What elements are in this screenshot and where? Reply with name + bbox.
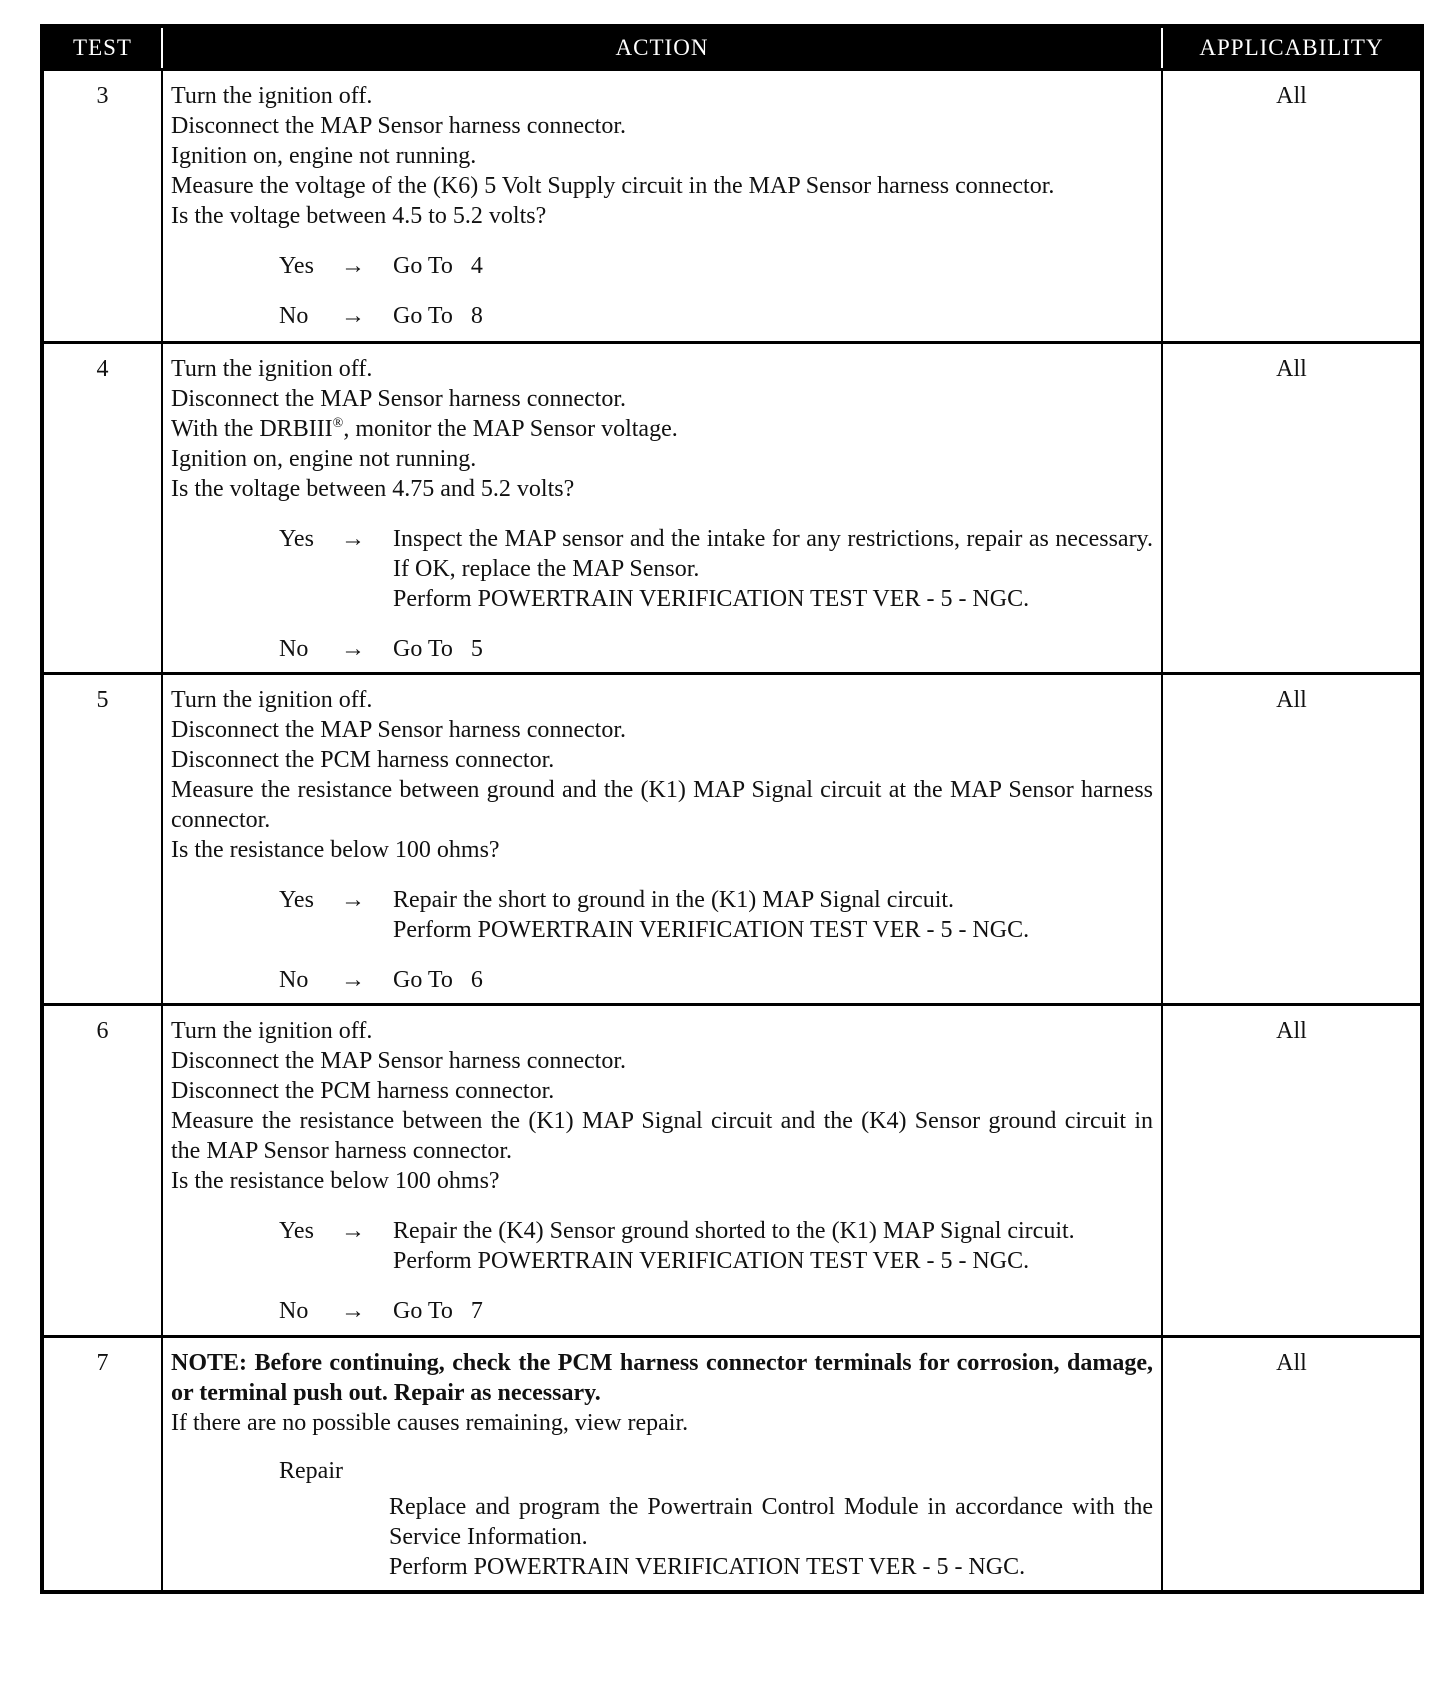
arrow-right-icon: → — [341, 303, 365, 329]
action-step: Measure the voltage of the (K6) 5 Volt Supply circuit in the MAP Sensor harness connector. — [171, 173, 1055, 199]
no-branch — [279, 965, 1153, 995]
action-cell — [162, 1337, 1162, 1593]
applicability-value: All — [1162, 70, 1422, 343]
yes-branch — [279, 524, 1153, 614]
action-step: Measure the resistance between ground and the (K1) MAP Signal circuit at the MAP Sensor harness connector. — [171, 777, 1153, 833]
arrow-right-icon: → — [341, 1218, 365, 1244]
arrow-right-icon: → — [341, 967, 365, 993]
action-step: Ignition on, engine not running. — [171, 446, 477, 472]
action-step: Turn the ignition off. — [171, 1018, 373, 1044]
yes-instruction: Inspect the MAP sensor and the intake for any restrictions, repair as necessary. If OK, replace the MAP Sensor. — [393, 526, 1153, 582]
table-row — [42, 343, 1422, 674]
no-branch — [279, 1296, 1153, 1326]
goto-text: Go To — [393, 636, 453, 662]
header-test: TEST — [42, 26, 162, 70]
yes-label: Yes — [279, 526, 314, 552]
table-header — [42, 26, 1422, 70]
yes-instruction: Repair the short to ground in the (K1) MAP Signal circuit. — [393, 887, 955, 913]
no-label: No — [279, 967, 309, 993]
action-step: Disconnect the PCM harness connector. — [171, 747, 555, 773]
action-step: If there are no possible causes remaining, view repair. — [171, 1410, 689, 1436]
action-question: Is the resistance below 100 ohms? — [171, 837, 500, 863]
yes-label: Yes — [279, 253, 314, 279]
verification-instruction: Perform POWERTRAIN VERIFICATION TEST VER - 5 - NGC. — [393, 1248, 1030, 1274]
arrow-right-icon: → — [341, 253, 365, 279]
applicability-value: All — [1162, 343, 1422, 674]
table-row — [42, 674, 1422, 1005]
action-step: Measure the resistance between the (K1) MAP Signal circuit and the (K4) Sensor ground circuit in the MAP Sensor harness connector. — [171, 1108, 1153, 1164]
no-label: No — [279, 1298, 309, 1324]
goto-text: Go To — [393, 967, 453, 993]
action-question: Is the resistance below 100 ohms? — [171, 1168, 500, 1194]
goto-step-number: 7 — [470, 1298, 483, 1324]
yes-label: Yes — [279, 1218, 314, 1244]
arrow-right-icon: → — [341, 526, 365, 552]
action-step: Disconnect the PCM harness connector. — [171, 1078, 555, 1104]
applicability-value: All — [1162, 674, 1422, 1005]
diagnostic-table — [40, 24, 1424, 1594]
header-action: ACTION — [162, 26, 1162, 70]
action-step: Disconnect the MAP Sensor harness connector. — [171, 717, 627, 743]
test-number: 5 — [42, 674, 162, 1005]
header-applicability: APPLICABILITY — [1162, 26, 1422, 70]
goto-step-number: 5 — [470, 636, 483, 662]
test-number: 3 — [42, 70, 162, 343]
action-cell — [162, 343, 1162, 674]
yes-branch — [279, 251, 1153, 281]
action-step: Turn the ignition off. — [171, 687, 373, 713]
table-row — [42, 1337, 1422, 1593]
yes-branch — [279, 885, 1153, 945]
verification-instruction: Perform POWERTRAIN VERIFICATION TEST VER - 5 - NGC. — [389, 1554, 1026, 1580]
goto-step-number: 6 — [470, 967, 483, 993]
goto-text: Go To — [393, 253, 453, 279]
test-number: 4 — [42, 343, 162, 674]
no-branch — [279, 634, 1153, 664]
applicability-value: All — [1162, 1337, 1422, 1593]
action-cell — [162, 674, 1162, 1005]
applicability-value: All — [1162, 1005, 1422, 1337]
action-step: With the DRBIII®, monitor the MAP Sensor voltage. — [171, 416, 678, 442]
goto-text: Go To — [393, 303, 453, 329]
repair-text: Replace and program the Powertrain Control Module in accordance with the Service Information. — [389, 1494, 1153, 1550]
action-step: Disconnect the MAP Sensor harness connector. — [171, 1048, 627, 1074]
action-step: Turn the ignition off. — [171, 83, 373, 109]
verification-instruction: Perform POWERTRAIN VERIFICATION TEST VER - 5 - NGC. — [393, 586, 1030, 612]
table-row — [42, 70, 1422, 343]
note-text: NOTE: Before continuing, check the PCM harness connector terminals for corrosion, damage, or terminal push out. Repair as necessary. — [171, 1350, 1153, 1406]
test-number: 6 — [42, 1005, 162, 1337]
diagnostic-test-sheet — [40, 24, 1420, 1594]
yes-instruction: Repair the (K4) Sensor ground shorted to the (K1) MAP Signal circuit. — [393, 1218, 1075, 1244]
no-label: No — [279, 303, 309, 329]
test-number: 7 — [42, 1337, 162, 1593]
action-step: Turn the ignition off. — [171, 356, 373, 382]
arrow-right-icon: → — [341, 636, 365, 662]
repair-label: Repair — [279, 1458, 343, 1484]
action-step: Disconnect the MAP Sensor harness connector. — [171, 113, 627, 139]
no-branch — [279, 301, 1153, 331]
action-question: Is the voltage between 4.75 and 5.2 volts? — [171, 476, 575, 502]
action-question: Is the voltage between 4.5 to 5.2 volts? — [171, 203, 547, 229]
goto-text: Go To — [393, 1298, 453, 1324]
goto-step-number: 8 — [470, 303, 483, 329]
table-row — [42, 1005, 1422, 1337]
arrow-right-icon: → — [341, 1298, 365, 1324]
no-label: No — [279, 636, 309, 662]
arrow-right-icon: → — [341, 887, 365, 913]
repair-instructions — [389, 1492, 1153, 1582]
action-step: Ignition on, engine not running. — [171, 143, 477, 169]
verification-instruction: Perform POWERTRAIN VERIFICATION TEST VER - 5 - NGC. — [393, 917, 1030, 943]
action-cell — [162, 1005, 1162, 1337]
goto-step-number: 4 — [470, 253, 483, 279]
action-step: Disconnect the MAP Sensor harness connector. — [171, 386, 627, 412]
action-cell — [162, 70, 1162, 343]
yes-label: Yes — [279, 887, 314, 913]
yes-branch — [279, 1216, 1153, 1276]
